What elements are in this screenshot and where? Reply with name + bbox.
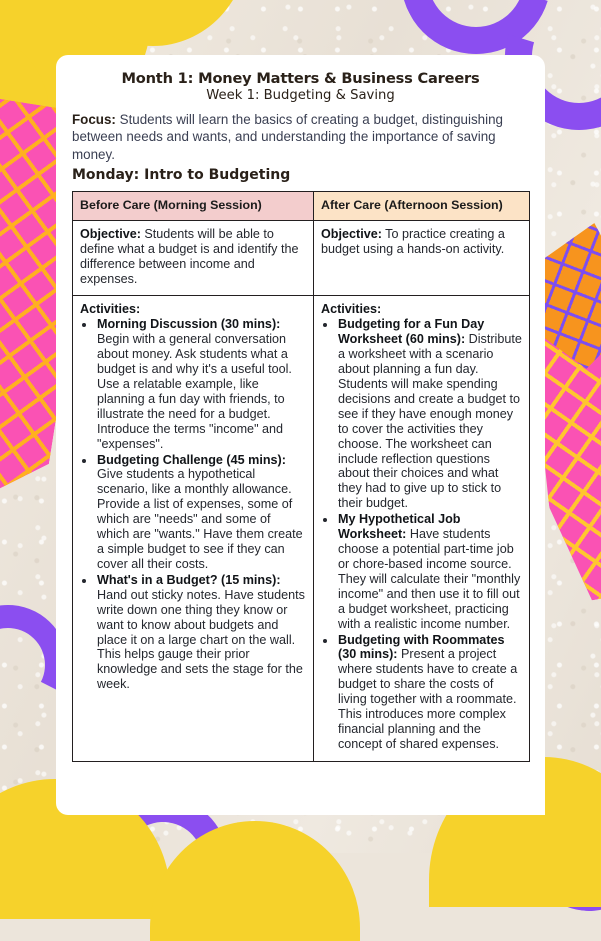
table-row-activities — [73, 296, 530, 762]
objective-cell-before — [73, 221, 314, 296]
activity-title: Budgeting Challenge (45 mins): — [97, 452, 286, 467]
activity-title: Morning Discussion (30 mins): — [97, 317, 281, 332]
page-subtitle: Week 1: Budgeting & Saving — [206, 88, 395, 103]
activities-label-before: Activities: — [80, 302, 141, 317]
lesson-plan-card — [56, 55, 545, 815]
table-row-objective — [73, 221, 530, 296]
focus-text: Students will learn the basics of creating a budget, distinguishing between needs and wants, and understanding the importance of saving money. — [72, 112, 503, 162]
activity-title: My Hypothetical Job Worksheet: — [338, 512, 461, 542]
day-heading: Monday: Intro to Budgeting — [72, 167, 291, 184]
activity-body: Present a project where students have to create a budget to share the costs of living together with a roommate. This introduces more complex financial planning and the concept of shared expenses. — [338, 647, 518, 752]
activity-title: Budgeting with Roommates (30 mins): — [338, 632, 505, 662]
column-header-before-care: Before Care (Morning Session) — [73, 192, 314, 221]
list-item — [96, 573, 306, 692]
activities-cell-before — [73, 296, 314, 762]
objective-cell-after — [314, 221, 530, 296]
objective-label-after: Objective: — [321, 227, 382, 242]
activities-label-after: Activities: — [321, 302, 382, 317]
activity-title: Budgeting for a Fun Day Worksheet (60 mins): — [338, 317, 485, 347]
activity-title: What's in a Budget? (15 mins): — [97, 572, 281, 587]
activity-body: Have students choose a potential part-time job or chore-based income source. They will calculate their "monthly income" and then use it to fill out a budget worksheet, practicing with a realistic income number. — [338, 527, 521, 631]
focus-label: Focus: — [72, 112, 116, 127]
activities-cell-after — [314, 296, 530, 762]
column-header-after-care: After Care (Afternoon Session) — [314, 192, 530, 221]
list-item — [96, 317, 306, 451]
list-item — [337, 512, 522, 631]
activities-list-before — [80, 317, 306, 692]
activity-body: Begin with a general conversation about money. Ask students what a budget is and why it's a useful tool. Use a relatable example, like planning a fun day with friends, to illustrate the need for a budget. Introduce the terms "income" and "expenses". — [97, 332, 292, 451]
activity-body: Give students a hypothetical scenario, like a monthly allowance. Provide a list of expenses, some of which are "needs" and some of which are "wants." Have them create a simple budget to see if they can cover all their costs. — [97, 467, 303, 571]
activity-body: Hand out sticky notes. Have students write down one thing they know or want to know about budgets and place it on a large chart on the wall. This helps gauge their prior knowledge and sets the stage for the week. — [97, 587, 305, 692]
objective-text-after: To practice creating a budget using a hands-on activity. — [321, 227, 505, 257]
focus-paragraph — [72, 111, 529, 163]
list-item — [337, 317, 522, 511]
lesson-plan-table — [72, 191, 530, 762]
list-item — [337, 633, 522, 752]
activities-list-after — [321, 317, 522, 752]
objective-text-before: Students will be able to define what a budget is and identify the difference between income and expenses. — [80, 227, 299, 287]
activity-body: Distribute a worksheet with a scenario about planning a fun day. Students will make spending decisions and create a budget to see if they have enough money to cover the activities they choose. The worksheet can include reflection questions about their choices and what they had to give up to stick to their budget. — [338, 332, 522, 511]
list-item — [96, 453, 306, 572]
table-header-row — [73, 192, 530, 221]
page-title: Month 1: Money Matters & Business Careers — [121, 70, 480, 87]
objective-label-before: Objective: — [80, 227, 141, 242]
